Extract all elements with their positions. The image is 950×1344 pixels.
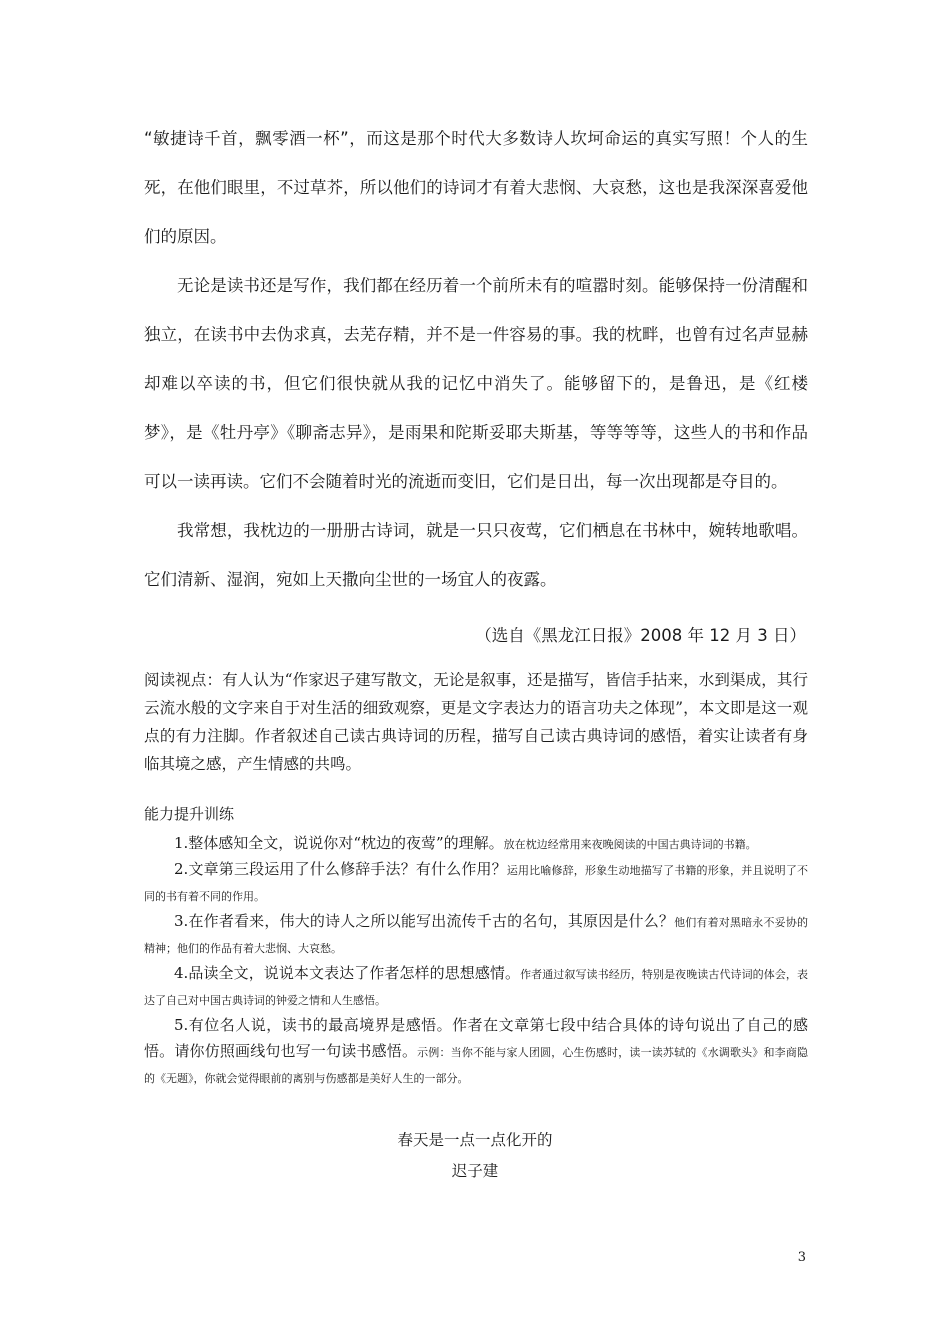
page-number: 3: [797, 1250, 806, 1265]
question-text: 3.在作者看来，伟大的诗人之所以能写出流传千古的名句，其原因是什么？: [174, 912, 675, 930]
question-text: 4.品读全文，说说本文表达了作者怎样的思想感情。: [174, 964, 521, 982]
answer-text: 运用比喻修辞，形象生动地描写了书籍的形象，并且说明了不同的书有着不同的作用。: [144, 864, 808, 903]
exercise-section: [144, 800, 808, 1090]
article-paragraph-3: [144, 506, 808, 604]
exercise-item-1: [144, 830, 808, 856]
exercise-item-3: [144, 908, 808, 960]
exercise-item-4: [144, 960, 808, 1012]
paragraph-text: “敏捷诗千首，飘零酒一杯”，而这是那个时代大多数诗人坎坷命运的真实写照！个人的生死，在他们眼里，不过草芥，所以他们的诗词才有着大悲悯、大哀愁，这也是我深深喜爱他们的原因。: [144, 129, 808, 246]
exercise-item-2: [144, 856, 808, 908]
reading-viewpoint: [144, 666, 808, 778]
answer-text: 作者通过叙写读书经历，特别是夜晚读古代诗词的体会，表达了自己对中国古典诗词的钟爱之情和人生感悟。: [144, 968, 808, 1007]
next-article-author: 迟子建: [451, 1162, 499, 1180]
question-text: 1.整体感知全文，说说你对“枕边的夜莺”的理解。: [174, 834, 504, 852]
viewpoint-text: 阅读视点：有人认为“作家迟子建写散文，无论是叙事，还是描写，皆信手拈来，水到渠成，其行云流水般的文字来自于对生活的细致观察，更是文字表达力的语言功夫之体现”，本文即是这一观点的有力注脚。作者叙述自己读古典诗词的历程，描写自己读古典诗词的感悟，着实让读者有身临其境之感，产生情感的共鸣。: [144, 671, 808, 773]
question-text: 2.文章第三段运用了什么修辞手法？有什么作用？: [174, 860, 507, 878]
article-paragraph-2: [144, 261, 808, 506]
answer-text: 放在枕边经常用来夜晚阅读的中国古典诗词的书籍。: [503, 838, 757, 851]
question-text: 5.有位名人说，读书的最高境界是感悟。作者在文章第七段中结合具体的诗句说出了自己的感悟。请你仿照画线句也写一句读书感悟。: [144, 1016, 808, 1060]
exercise-item-5: [144, 1012, 808, 1090]
answer-text: 示例：当你不能与家人团圆，心生伤感时，读一读苏轼的《水调歌头》和李商隐的《无题》，你就会觉得眼前的离别与伤感都是美好人生的一部分。: [144, 1046, 808, 1085]
answer-text: 他们有着对黑暗永不妥协的精神；他们的作品有着大悲悯、大哀愁。: [144, 916, 808, 955]
article-paragraph-1: [144, 114, 808, 261]
next-article-title: 春天是一点一点化开的: [397, 1131, 553, 1149]
paragraph-text: 我常想，我枕边的一册册古诗词，就是一只只夜莺，它们栖息在书林中，婉转地歌唱。它们清新、湿润，宛如上天撒向尘世的一场宜人的夜露。: [144, 521, 808, 589]
article-source: （选自《黑龙江日报》2008 年 12 月 3 日）: [475, 626, 806, 645]
paragraph-text: 无论是读书还是写作，我们都在经历着一个前所未有的喧嚣时刻。能够保持一份清醒和独立，在读书中去伪求真，去芜存精，并不是一件容易的事。我的枕畔，也曾有过名声显赫却难以卒读的书，但它们很快就从我的记忆中消失了。能够留下的，是鲁迅，是《红楼梦》，是《牡丹亭》《聊斋志异》，是雨果和陀斯妥耶夫斯基，等等等等，这些人的书和作品可以一读再读。它们不会随着时光的流逝而变旧，它们是日出，每一次出现都是夺目的。: [144, 276, 808, 491]
exercise-heading: 能力提升训练: [144, 805, 235, 823]
